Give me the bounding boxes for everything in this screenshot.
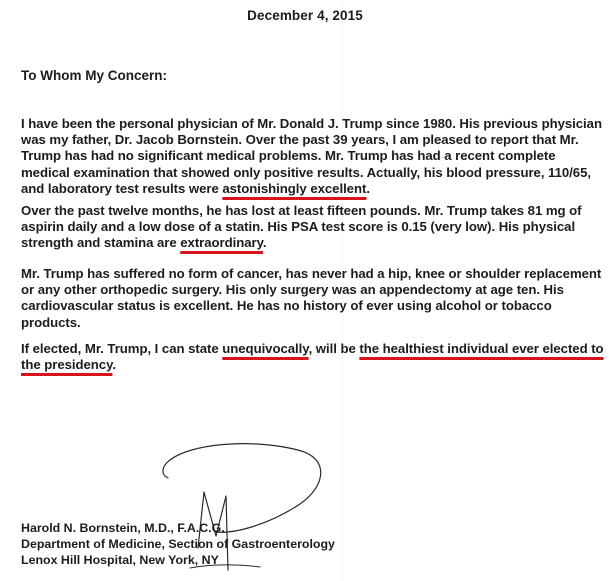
paragraph-health-stats [21, 203, 606, 252]
paragraph-medical-history: Mr. Trump has suffered no form of cancer, has never had a hip, knee or shoulder replacement or any other orthopedic surgery. His only surgery was an appendectomy at age ten. His cardiovascular status is excellent. He has no history of ever using alcohol or tobacco products. [21, 266, 602, 330]
paragraph-health-stats-text: Over the past twelve months, he has lost at least fifteen pounds. Mr. Trump takes 81 mg of aspirin daily and a low dose of a statin. His PSA test score is 0.15 (very low). His physical strength and stamina are [21, 203, 582, 251]
paragraph-conclusion-text: If elected, Mr. Trump, I can state [21, 341, 223, 356]
paragraph-conclusion-mid: , will be [308, 341, 360, 356]
paragraph-history-end: . [366, 180, 370, 196]
paragraph-conclusion [21, 341, 606, 373]
highlight-extraordinary: extraordinary [180, 235, 263, 251]
paragraph-history [21, 116, 606, 197]
paragraph-history-text: I have been the personal physician of Mr. Donald J. Trump since 1980. His previous physician was my father, Dr. Jacob Bornstein. Over the past 39 years, I am pleased to report that Mr. Trump has had no significant medical problems. Mr. Trump has had a recent complete medical examination that showed only positive results. Actually, his blood pressure, 110/65, and laboratory test results were [21, 116, 602, 196]
physician-name: Harold N. Bornstein, M.D., F.A.C.G. [21, 521, 225, 535]
paragraph-conclusion-end: . [112, 357, 117, 373]
salutation: To Whom My Concern: [21, 68, 167, 83]
highlight-astonishingly-excellent: astonishingly excellent [222, 180, 367, 196]
hospital: Lenox Hill Hospital, New York, NY [21, 553, 219, 567]
letter-date: December 4, 2015 [247, 8, 363, 23]
highlight-unequivocally: unequivocally [222, 341, 309, 356]
highlight-healthiest-individual: the healthiest individual ever elected to the presidency [21, 341, 604, 373]
department: Department of Medicine, Section of Gastroenterology [21, 537, 335, 551]
paragraph-health-stats-end: . [262, 235, 267, 251]
signature-block [21, 520, 335, 568]
